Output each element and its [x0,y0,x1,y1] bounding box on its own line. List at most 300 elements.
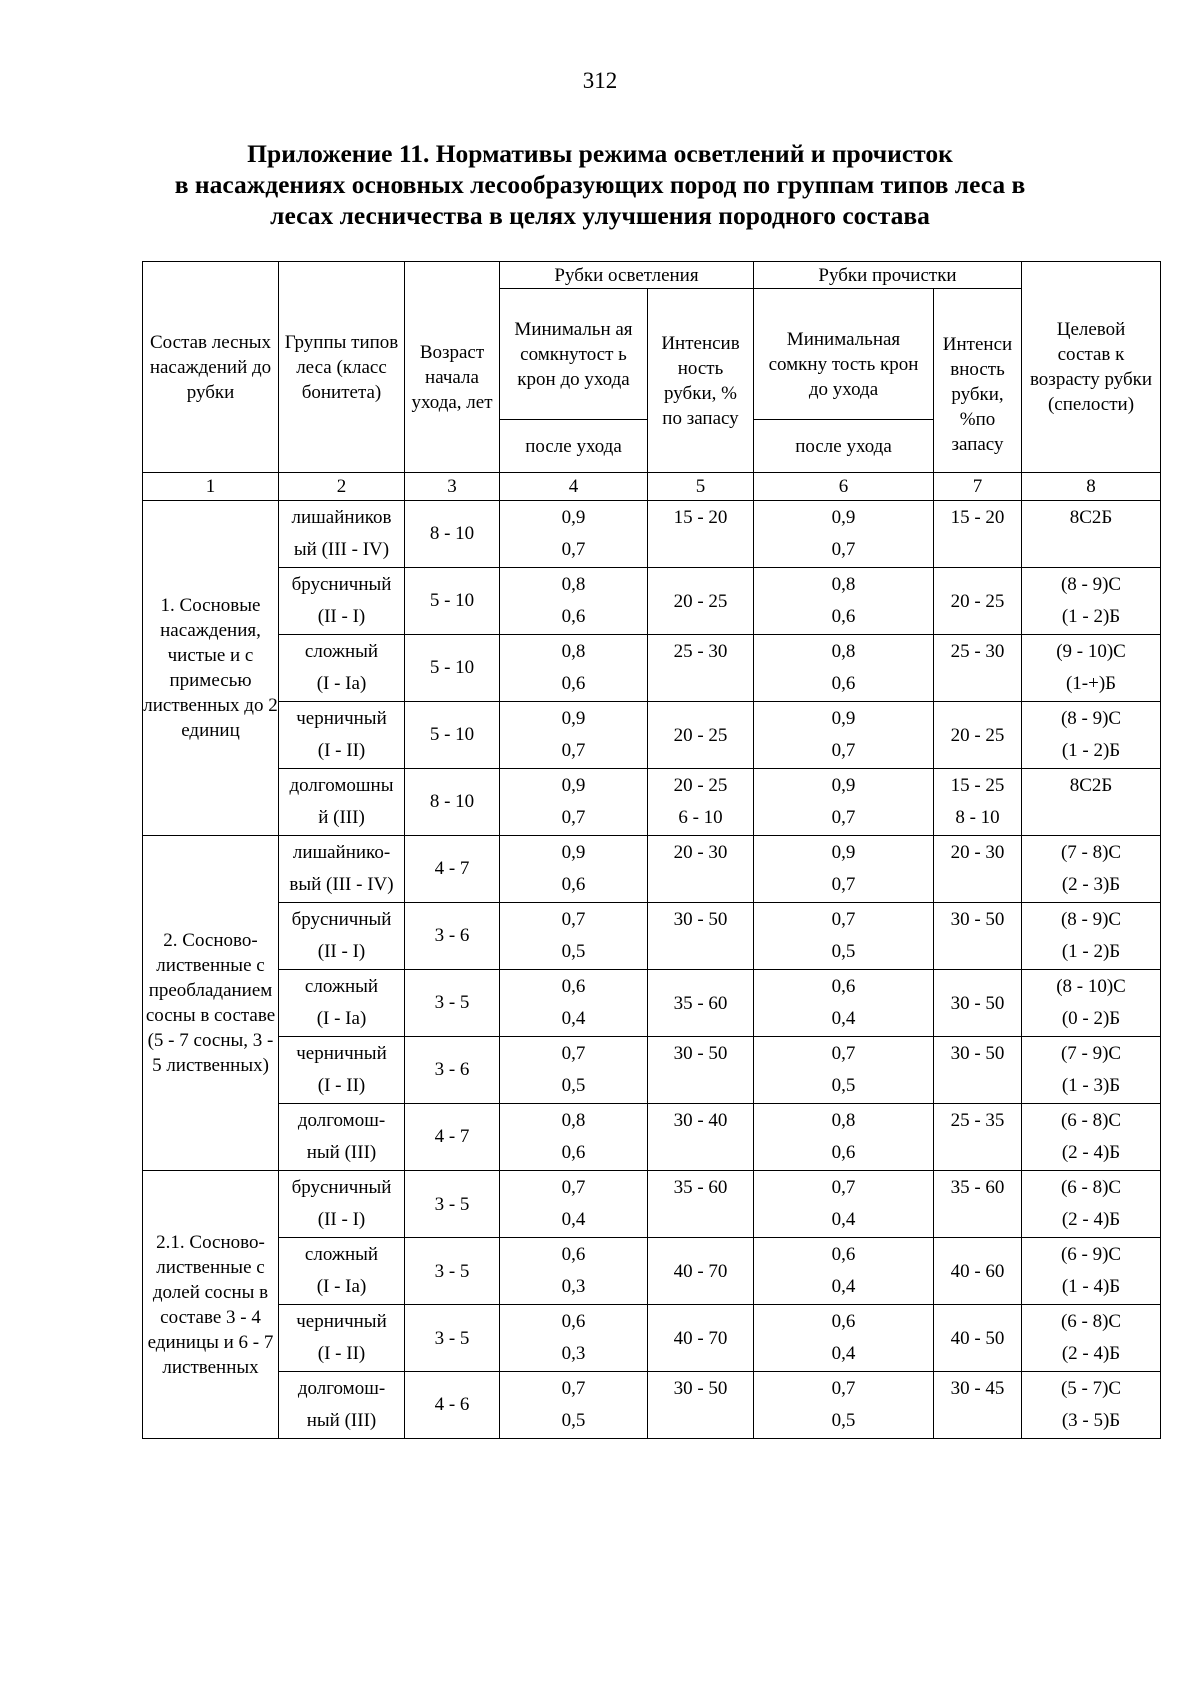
intensity-osvetlenie-line-2 [648,1070,753,1102]
forest-type [279,1171,405,1238]
intensity-prochistka-line-1: 15 - 25 [950,775,1005,796]
start-age-value: 5 - 10 [429,657,475,678]
target-composition-line-2: (2 - 4)Б [1061,1142,1121,1163]
closure-osvetlenie-line-1: 0,7 [561,909,586,930]
target-composition-line-2: (1 - 2)Б [1061,941,1121,962]
target-composition [1022,635,1161,702]
table-row [143,903,1161,970]
closure-prochistka-line-2: 0,4 [831,1343,856,1364]
intensity-prochistka-value: 40 - 50 [950,1327,1005,1349]
closure-prochistka [754,1238,934,1305]
closure-prochistka-line-2: 0,6 [831,1142,856,1163]
start-age [405,501,500,568]
table-row [143,1037,1161,1104]
closure-osvetlenie [500,1171,648,1238]
target-composition [1022,1238,1161,1305]
target-composition-line-1: (8 - 9)С [1060,574,1122,595]
intensity-prochistka-line-2 [934,1137,1021,1169]
target-composition-line-1: (8 - 10)С [1056,976,1126,997]
closure-osvetlenie-line-1: 0,7 [561,1043,586,1064]
target-composition-line-2 [1022,534,1160,566]
intensity-prochistka-line-2: 8 - 10 [955,807,1000,828]
intensity-prochistka [934,1104,1022,1171]
intensity-osvetlenie [648,836,754,903]
closure-osvetlenie-line-2: 0,6 [561,606,586,627]
intensity-prochistka-value: 40 - 60 [950,1260,1005,1282]
target-composition-line-2 [1022,802,1160,834]
target-composition-line-2: (1-+)Б [1065,673,1117,694]
intensity-prochistka [934,903,1022,970]
closure-osvetlenie-line-2: 0,3 [561,1343,586,1364]
target-composition-line-2: (2 - 3)Б [1061,874,1121,895]
intensity-osvetlenie-line-2 [648,936,753,968]
forest-type-line-1: лишайников [291,507,392,528]
intensity-osvetlenie-line-2 [648,869,753,901]
closure-prochistka [754,769,934,836]
header-after-care-osvetlenie: после ухода [500,420,648,473]
title-line-1: Приложение 11. Нормативы режима осветлений и прочисток [247,139,953,168]
forest-type-line-1: брусничный [291,574,392,595]
intensity-prochistka [934,1238,1022,1305]
start-age [405,568,500,635]
forest-type [279,970,405,1037]
forest-type-line-1: сложный [304,976,379,997]
intensity-prochistka-line-1: 25 - 30 [950,641,1005,662]
intensity-prochistka-line-2 [934,869,1021,901]
target-composition-line-2: (0 - 2)Б [1061,1008,1121,1029]
forest-type [279,836,405,903]
target-composition [1022,903,1161,970]
target-composition [1022,1305,1161,1372]
intensity-osvetlenie [648,1171,754,1238]
closure-osvetlenie [500,568,648,635]
target-composition [1022,1104,1161,1171]
intensity-prochistka [934,1305,1022,1372]
closure-prochistka-line-1: 0,8 [831,641,856,662]
closure-prochistka-line-1: 0,6 [831,1311,856,1332]
closure-osvetlenie-line-2: 0,6 [561,1142,586,1163]
intensity-prochistka [934,769,1022,836]
intensity-osvetlenie [648,635,754,702]
page-number: 312 [582,68,618,93]
target-composition-line-2: (1 - 4)Б [1061,1276,1121,1297]
intensity-osvetlenie-value: 20 - 25 [673,724,728,746]
intensity-osvetlenie-line-1: 30 - 50 [673,1043,728,1064]
forest-type-line-2: (II - I) [317,941,366,962]
closure-prochistka-line-2: 0,4 [831,1276,856,1297]
intensity-osvetlenie [648,1104,754,1171]
target-composition [1022,1372,1161,1439]
closure-prochistka [754,1104,934,1171]
closure-osvetlenie [500,1104,648,1171]
target-composition-line-1: (7 - 8)С [1060,842,1122,863]
target-composition-line-1: (8 - 9)С [1060,909,1122,930]
forest-type-line-2: (I - Ia) [316,1276,367,1297]
start-age-value: 4 - 7 [434,858,470,879]
forest-type-line-1: брусничный [291,909,392,930]
intensity-prochistka-value: 20 - 25 [950,724,1005,746]
closure-osvetlenie-line-1: 0,6 [561,976,586,997]
norms-table [142,261,1161,1439]
intensity-osvetlenie [648,1305,754,1372]
intensity-osvetlenie [648,568,754,635]
closure-prochistka-line-1: 0,9 [831,775,856,796]
closure-osvetlenie-line-2: 0,4 [561,1209,586,1230]
header-osvetlenie: Рубки осветления [500,262,754,289]
closure-prochistka-line-2: 0,6 [831,673,856,694]
start-age [405,1037,500,1104]
intensity-prochistka-line-1: 30 - 50 [950,909,1005,930]
forest-type-line-2: ный (III) [306,1142,377,1163]
table-row [143,1305,1161,1372]
column-number-8: 8 [1022,473,1161,501]
forest-type-line-1: брусничный [291,1177,392,1198]
header-composition: Состав лесных насаждений до рубки [143,262,279,473]
intensity-prochistka-line-1: 35 - 60 [950,1177,1005,1198]
target-composition [1022,836,1161,903]
intensity-prochistka [934,501,1022,568]
closure-osvetlenie-line-1: 0,8 [561,1110,586,1131]
header-forest-type-groups: Группы типов леса (класс бонитета) [279,262,405,473]
intensity-prochistka [934,702,1022,769]
closure-prochistka-line-1: 0,7 [831,909,856,930]
forest-type [279,1238,405,1305]
closure-osvetlenie [500,836,648,903]
target-composition [1022,970,1161,1037]
table-row [143,836,1161,903]
closure-prochistka [754,635,934,702]
forest-type [279,1372,405,1439]
forest-type [279,501,405,568]
column-number-1: 1 [143,473,279,501]
target-composition [1022,1037,1161,1104]
intensity-osvetlenie-line-1: 30 - 50 [673,1378,728,1399]
start-age-value: 4 - 7 [434,1126,470,1147]
forest-type-line-2: ный (III) [306,1410,377,1431]
closure-osvetlenie-line-1: 0,9 [561,842,586,863]
target-composition-line-1: (6 - 8)С [1060,1110,1122,1131]
forest-type-line-1: черничный [296,1043,387,1064]
start-age-value: 5 - 10 [429,590,475,611]
closure-osvetlenie-line-1: 0,8 [561,574,586,595]
intensity-osvetlenie [648,1372,754,1439]
intensity-prochistka-value: 30 - 50 [950,992,1005,1014]
table-row [143,501,1161,568]
table-row [143,1372,1161,1439]
closure-osvetlenie-line-1: 0,7 [561,1378,586,1399]
start-age [405,635,500,702]
target-composition [1022,1171,1161,1238]
start-age-value: 3 - 5 [434,992,470,1013]
forest-type-line-1: черничный [296,1311,387,1332]
forest-type-line-2: ый (III - IV) [293,539,390,560]
target-composition-line-1: 8С2Б [1069,775,1113,796]
intensity-prochistka-line-2 [934,534,1021,566]
start-age: 3 - 5 [405,1305,500,1372]
intensity-osvetlenie-line-2: 6 - 10 [678,807,723,828]
intensity-osvetlenie [648,702,754,769]
intensity-prochistka-line-1: 20 - 30 [950,842,1005,863]
target-composition-line-1: (7 - 9)С [1060,1043,1122,1064]
forest-type-line-1: сложный [304,641,379,662]
closure-osvetlenie-line-2: 0,3 [561,1276,586,1297]
closure-osvetlenie [500,1037,648,1104]
column-number-5: 5 [648,473,754,501]
closure-prochistka-line-1: 0,6 [831,1244,856,1265]
forest-type [279,1305,405,1372]
forest-type-line-2: (I - II) [317,1075,366,1096]
start-age-value: 4 - 6 [434,1394,470,1415]
intensity-prochistka [934,635,1022,702]
intensity-prochistka-line-2 [934,1405,1021,1437]
intensity-osvetlenie-line-1: 30 - 50 [673,909,728,930]
closure-osvetlenie [500,903,648,970]
header-min-closure-before: Минимальн ая сомкнутост ь крон до ухода [500,289,648,420]
target-composition [1022,702,1161,769]
table-row [143,1171,1161,1238]
target-composition-line-1: (5 - 7)С [1060,1378,1122,1399]
intensity-osvetlenie-line-1: 20 - 30 [673,842,728,863]
group-label: 1. Сосновые насаждения, чистые и с примесью лиственных до 2 единиц [143,501,279,836]
intensity-prochistka [934,568,1022,635]
closure-osvetlenie-line-2: 0,5 [561,941,586,962]
closure-prochistka-line-1: 0,9 [831,507,856,528]
start-age [405,903,500,970]
closure-osvetlenie [500,1305,648,1372]
closure-prochistka-line-1: 0,8 [831,1110,856,1131]
forest-type [279,702,405,769]
intensity-osvetlenie [648,1037,754,1104]
intensity-osvetlenie-line-2 [648,1405,753,1437]
forest-type-line-2: (I - Ia) [316,1008,367,1029]
closure-osvetlenie-line-1: 0,8 [561,641,586,662]
forest-type-line-2: й (III) [318,807,365,828]
start-age: 3 - 5 [405,1171,500,1238]
start-age-value: 8 - 10 [429,523,475,544]
intensity-osvetlenie [648,769,754,836]
intensity-osvetlenie-line-1: 15 - 20 [673,507,728,528]
intensity-prochistka-line-1: 30 - 50 [950,1043,1005,1064]
closure-osvetlenie-line-2: 0,6 [561,673,586,694]
column-numbers-row [143,473,1161,501]
closure-prochistka-line-1: 0,7 [831,1378,856,1399]
forest-type-line-1: сложный [304,1244,379,1265]
start-age-value: 3 - 6 [434,1059,470,1080]
closure-osvetlenie-line-2: 0,6 [561,874,586,895]
start-age [405,769,500,836]
closure-osvetlenie [500,769,648,836]
closure-prochistka [754,501,934,568]
forest-type-line-1: долгомош- [297,1378,386,1399]
table-row [143,970,1161,1037]
forest-type-line-2: (I - Ia) [316,673,367,694]
closure-prochistka-line-2: 0,7 [831,807,856,828]
target-composition-line-2: (2 - 4)Б [1061,1209,1121,1230]
target-composition-line-2: (1 - 3)Б [1061,1075,1121,1096]
closure-osvetlenie-line-2: 0,5 [561,1075,586,1096]
header-start-age: Возраст начала ухода, лет [405,262,500,473]
intensity-osvetlenie-value: 35 - 60 [673,992,728,1014]
closure-prochistka-line-1: 0,6 [831,976,856,997]
closure-prochistka-line-2: 0,5 [831,941,856,962]
closure-prochistka-line-2: 0,7 [831,874,856,895]
forest-type [279,568,405,635]
target-composition-line-1: (6 - 9)С [1060,1244,1122,1265]
closure-osvetlenie [500,970,648,1037]
title-line-2: в насаждениях основных лесообразующих пород по группам типов леса в [174,170,1026,199]
forest-type [279,635,405,702]
target-composition-line-1: (9 - 10)С [1056,641,1126,662]
target-composition [1022,568,1161,635]
forest-type [279,769,405,836]
intensity-osvetlenie-line-1: 25 - 30 [673,641,728,662]
forest-type-line-1: черничный [296,708,387,729]
intensity-prochistka-value: 20 - 25 [950,590,1005,612]
forest-type-line-1: лишайнико- [292,842,391,863]
intensity-osvetlenie-line-2 [648,534,753,566]
closure-prochistka-line-1: 0,7 [831,1177,856,1198]
closure-prochistka-line-1: 0,8 [831,574,856,595]
closure-osvetlenie-line-1: 0,6 [561,1244,586,1265]
intensity-prochistka [934,1037,1022,1104]
intensity-osvetlenie [648,501,754,568]
column-number-3: 3 [405,473,500,501]
table-row [143,769,1161,836]
intensity-osvetlenie [648,1238,754,1305]
intensity-prochistka-line-2 [934,668,1021,700]
forest-type-line-1: долгомошны [289,775,394,796]
intensity-prochistka-line-1: 30 - 45 [950,1378,1005,1399]
table-row [143,1238,1161,1305]
intensity-prochistka-line-1: 15 - 20 [950,507,1005,528]
start-age-value: 3 - 6 [434,925,470,946]
closure-osvetlenie-line-2: 0,7 [561,740,586,761]
closure-prochistka [754,1372,934,1439]
start-age [405,970,500,1037]
header-intensity-prochistka: Интенси вность рубки, %по запасу [934,289,1022,473]
intensity-osvetlenie-line-1: 35 - 60 [673,1177,728,1198]
closure-prochistka [754,1305,934,1372]
column-number-7: 7 [934,473,1022,501]
page-title [100,138,1100,231]
closure-prochistka-line-1: 0,7 [831,1043,856,1064]
closure-osvetlenie-line-1: 0,9 [561,708,586,729]
closure-osvetlenie [500,702,648,769]
start-age [405,1104,500,1171]
target-composition-line-1: (6 - 8)С [1060,1177,1122,1198]
title-line-3: лесах лесничества в целях улучшения породного состава [270,201,930,230]
closure-osvetlenie [500,501,648,568]
closure-osvetlenie-line-1: 0,7 [561,1177,586,1198]
target-composition-line-1: (6 - 8)С [1060,1311,1122,1332]
start-age-value: 8 - 10 [429,791,475,812]
closure-prochistka-line-2: 0,4 [831,1008,856,1029]
intensity-osvetlenie-value: 20 - 25 [673,590,728,612]
closure-osvetlenie-line-2: 0,4 [561,1008,586,1029]
forest-type-line-2: (II - I) [317,606,366,627]
start-age [405,702,500,769]
target-composition [1022,769,1161,836]
forest-type-line-2: (I - II) [317,740,366,761]
closure-osvetlenie-line-1: 0,9 [561,775,586,796]
intensity-osvetlenie-line-2 [648,1137,753,1169]
closure-prochistka [754,836,934,903]
column-number-2: 2 [279,473,405,501]
intensity-osvetlenie-line-2 [648,668,753,700]
closure-prochistka-line-1: 0,9 [831,842,856,863]
intensity-osvetlenie-line-2 [648,1204,753,1236]
closure-prochistka-line-1: 0,9 [831,708,856,729]
closure-prochistka-line-2: 0,5 [831,1410,856,1431]
intensity-osvetlenie-line-1: 30 - 40 [673,1110,728,1131]
table-row [143,1104,1161,1171]
intensity-osvetlenie-value: 40 - 70 [673,1327,728,1349]
table-row [143,702,1161,769]
header-min-closure-before-prochistka: Минимальная сомкну тость крон до ухода [754,289,934,420]
intensity-osvetlenie-value: 40 - 70 [673,1260,728,1282]
header-intensity-osvetlenie: Интенсив ность рубки, % по запасу [648,289,754,473]
forest-type-line-2: (II - I) [317,1209,366,1230]
forest-type-line-2: (I - II) [317,1343,366,1364]
header-target-composition: Целевой состав к возрасту рубки (спелости) [1022,262,1161,473]
target-composition-line-2: (2 - 4)Б [1061,1343,1121,1364]
closure-prochistka [754,568,934,635]
closure-osvetlenie-line-2: 0,7 [561,539,586,560]
intensity-osvetlenie-line-1: 20 - 25 [673,775,728,796]
closure-prochistka [754,970,934,1037]
closure-prochistka-line-2: 0,6 [831,606,856,627]
closure-osvetlenie-line-1: 0,6 [561,1311,586,1332]
forest-type-line-2: вый (III - IV) [289,874,394,895]
closure-prochistka [754,702,934,769]
column-number-4: 4 [500,473,648,501]
closure-osvetlenie [500,635,648,702]
closure-prochistka-line-2: 0,7 [831,539,856,560]
closure-prochistka-line-2: 0,4 [831,1209,856,1230]
column-number-6: 6 [754,473,934,501]
intensity-prochistka [934,1171,1022,1238]
forest-type [279,903,405,970]
closure-prochistka [754,1171,934,1238]
closure-prochistka-line-2: 0,7 [831,740,856,761]
header-after-care-prochistka: после ухода [754,420,934,473]
closure-osvetlenie-line-1: 0,9 [561,507,586,528]
closure-osvetlenie [500,1372,648,1439]
closure-osvetlenie-line-2: 0,5 [561,1410,586,1431]
start-age [405,1372,500,1439]
intensity-prochistka-line-2 [934,1070,1021,1102]
header-prochistka: Рубки прочистки [754,262,1022,289]
forest-type-line-1: долгомош- [297,1110,386,1131]
closure-osvetlenie [500,1238,648,1305]
start-age-value: 5 - 10 [429,724,475,745]
forest-type [279,1104,405,1171]
intensity-prochistka-line-1: 25 - 35 [950,1110,1005,1131]
target-composition-line-1: 8С2Б [1069,507,1113,528]
closure-prochistka [754,903,934,970]
table-row [143,635,1161,702]
group-label: 2.1. Сосново-лиственные с долей сосны в составе 3 - 4 единицы и 6 - 7 лиственных [143,1171,279,1439]
forest-type [279,1037,405,1104]
intensity-prochistka [934,836,1022,903]
start-age: 3 - 5 [405,1238,500,1305]
target-composition-line-2: (3 - 5)Б [1061,1410,1121,1431]
group-label: 2. Сосново-лиственные с преобладанием сосны в составе (5 - 7 сосны, 3 - 5 лиственных) [143,836,279,1171]
intensity-prochistka [934,1372,1022,1439]
intensity-prochistka [934,970,1022,1037]
table-row [143,568,1161,635]
target-composition-line-2: (1 - 2)Б [1061,740,1121,761]
